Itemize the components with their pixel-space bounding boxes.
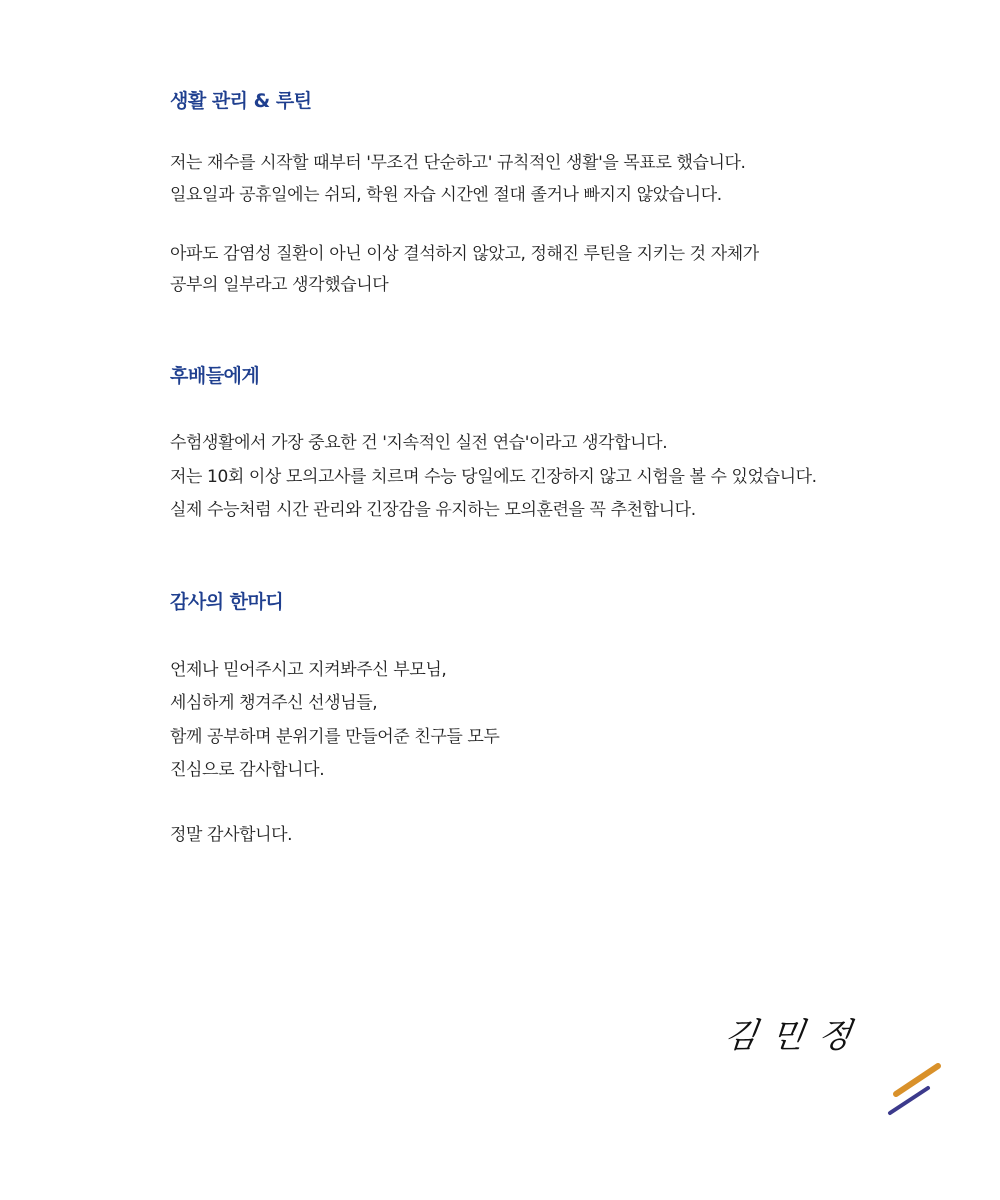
handwritten-signature <box>721 1008 868 1058</box>
paragraph-line: 저는 재수를 시작할 때부터 '무조건 단순하고' 규칙적인 생활'을 목표로 했습니다. <box>170 153 746 173</box>
paragraph-line: 저는 10회 이상 모의고사를 치르며 수능 당일에도 긴장하지 않고 시험을 볼 수 있었습니다. <box>170 467 817 487</box>
paragraph-line: 언제나 믿어주시고 지켜봐주신 부모님, <box>170 660 447 680</box>
section-heading-thanks: 감사의 한마디 <box>170 591 284 613</box>
section-heading-advice: 후배들에게 <box>170 365 260 387</box>
paragraph-line: 세심하게 챙겨주신 선생님들, <box>170 693 378 713</box>
double-slash-icon <box>880 1056 950 1126</box>
paragraph-line: 실제 수능처럼 시간 관리와 긴장감을 유지하는 모의훈련을 꼭 추천합니다. <box>170 500 696 520</box>
closing-line: 정말 감사합니다. <box>170 825 293 845</box>
signature-name: 김민정 <box>721 1016 868 1056</box>
slash-stroke-orange <box>896 1066 938 1094</box>
paragraph-line: 공부의 일부라고 생각했습니다 <box>170 275 389 295</box>
paragraph-line: 아파도 감염성 질환이 아닌 이상 결석하지 않았고, 정해진 루틴을 지키는 것 자체가 <box>170 244 759 264</box>
paragraph-line: 진심으로 감사합니다. <box>170 760 325 780</box>
paragraph-line: 함께 공부하며 분위기를 만들어준 친구들 모두 <box>170 727 500 747</box>
paragraph-line: 수험생활에서 가장 중요한 건 '지속적인 실전 연습'이라고 생각합니다. <box>170 433 668 453</box>
paragraph-line: 일요일과 공휴일에는 쉬되, 학원 자습 시간엔 절대 졸거나 빠지지 않았습니다. <box>170 185 722 205</box>
section-heading-routine: 생활 관리 & 루틴 <box>170 90 312 112</box>
